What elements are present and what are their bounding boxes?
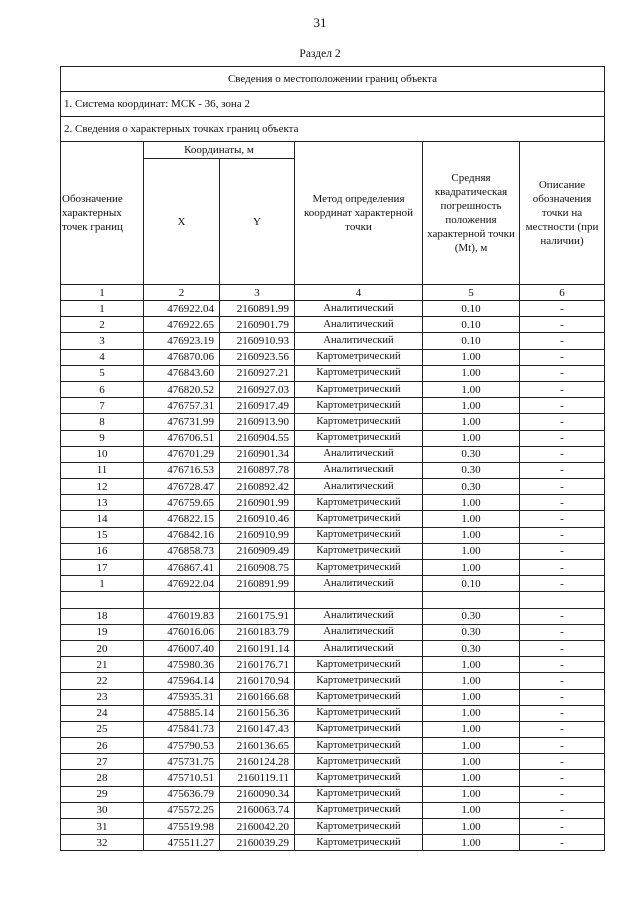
cell-error: 1.00 [423,430,520,446]
table-body [61,301,605,851]
cell-x: 476757.31 [144,398,220,414]
cell-point: 22 [61,673,144,689]
cell-error: 1.00 [423,349,520,365]
cell-y: 2160176.71 [220,657,295,673]
cell-method: Картометрический [295,754,423,770]
cell-description: - [520,381,605,397]
cell-method: Картометрический [295,349,423,365]
cell-method: Аналитический [295,462,423,478]
cell-method: Картометрический [295,689,423,705]
cell-x: 476822.15 [144,511,220,527]
cell-y: 2160913.90 [220,414,295,430]
cell-point: 3 [61,333,144,349]
cell-y: 2160042.20 [220,819,295,835]
cell-x: 476820.52 [144,381,220,397]
table-row [61,640,605,656]
table-row [61,721,605,737]
table-row [61,786,605,802]
cell-description: - [520,349,605,365]
cell-x: 476842.16 [144,527,220,543]
cell-x: 475964.14 [144,673,220,689]
cell-point: 28 [61,770,144,786]
cell-x: 476870.06 [144,349,220,365]
cell-description: - [520,414,605,430]
cell-point: 20 [61,640,144,656]
table-row [61,381,605,397]
cell-method: Картометрический [295,786,423,802]
cell-description: - [520,527,605,543]
column-numbers-row [61,285,605,301]
cell-error: 0.30 [423,446,520,462]
cell-point: 7 [61,398,144,414]
cell-method: Картометрический [295,543,423,559]
header-method: Метод определения координат характерной точки [295,142,423,285]
cell-method [295,592,423,608]
cell-point [61,592,144,608]
cell-point: 29 [61,786,144,802]
cell-error: 0.30 [423,640,520,656]
table-row [61,673,605,689]
cell-error: 1.00 [423,802,520,818]
cell-y: 2160910.46 [220,511,295,527]
cell-error: 0.10 [423,576,520,592]
cell-y: 2160910.99 [220,527,295,543]
cell-x: 475519.98 [144,819,220,835]
cell-description: - [520,640,605,656]
cell-description: - [520,317,605,333]
cell-error: 1.00 [423,414,520,430]
cell-x: 476922.65 [144,317,220,333]
column-number: 6 [520,285,605,301]
table-row [61,317,605,333]
cell-x: 476843.60 [144,365,220,381]
cell-description [520,592,605,608]
cell-method: Картометрический [295,657,423,673]
cell-x: 475935.31 [144,689,220,705]
cell-x: 476923.19 [144,333,220,349]
cell-y: 2160901.79 [220,317,295,333]
cell-method: Картометрический [295,495,423,511]
cell-y: 2160147.43 [220,721,295,737]
cell-point: 32 [61,835,144,851]
cell-y: 2160901.99 [220,495,295,511]
cell-description: - [520,657,605,673]
cell-point: 5 [61,365,144,381]
table-row [61,770,605,786]
cell-error: 1.00 [423,495,520,511]
cell-method: Картометрический [295,365,423,381]
cell-point: 1 [61,576,144,592]
cell-point: 13 [61,495,144,511]
cell-x: 475885.14 [144,705,220,721]
cell-method: Аналитический [295,446,423,462]
cell-x: 476867.41 [144,560,220,576]
cell-x: 475731.75 [144,754,220,770]
table-row [61,543,605,559]
cell-error: 1.00 [423,689,520,705]
table-row [61,446,605,462]
cell-error: 1.00 [423,721,520,737]
cell-description: - [520,301,605,317]
table-row [61,657,605,673]
table-row [61,705,605,721]
table-row [61,365,605,381]
header-description: Описание обозначения точки на местности (при наличии) [520,142,605,285]
cell-y: 2160909.49 [220,543,295,559]
cell-point: 4 [61,349,144,365]
table-row [61,608,605,624]
cell-x: 476701.29 [144,446,220,462]
cell-method: Картометрический [295,560,423,576]
cell-error: 1.00 [423,786,520,802]
cell-description: - [520,673,605,689]
cell-point: 24 [61,705,144,721]
cell-method: Картометрический [295,770,423,786]
cell-method: Картометрический [295,414,423,430]
header-x: X [144,159,220,285]
column-number: 5 [423,285,520,301]
cell-error: 0.30 [423,462,520,478]
table-row [61,738,605,754]
cell-description: - [520,398,605,414]
cell-method: Аналитический [295,640,423,656]
boundary-points-table [60,66,605,851]
cell-y: 2160175.91 [220,608,295,624]
cell-description: - [520,446,605,462]
header-y: Y [220,159,295,285]
cell-description: - [520,576,605,592]
cell-x: 475980.36 [144,657,220,673]
cell-y: 2160901.34 [220,446,295,462]
cell-y: 2160891.99 [220,301,295,317]
cell-method: Аналитический [295,333,423,349]
cell-description: - [520,543,605,559]
cell-x: 476731.99 [144,414,220,430]
cell-error: 1.00 [423,527,520,543]
cell-method: Аналитический [295,301,423,317]
column-number: 4 [295,285,423,301]
cell-error: 0.10 [423,301,520,317]
cell-x: 476922.04 [144,576,220,592]
cell-y: 2160904.55 [220,430,295,446]
cell-point: 6 [61,381,144,397]
cell-error: 0.10 [423,317,520,333]
table-row [61,527,605,543]
cell-y: 2160897.78 [220,462,295,478]
cell-x: 476016.06 [144,624,220,640]
column-number: 2 [144,285,220,301]
cell-error: 1.00 [423,365,520,381]
cell-x: 476759.65 [144,495,220,511]
cell-y: 2160191.14 [220,640,295,656]
cell-description: - [520,365,605,381]
cell-y: 2160090.34 [220,786,295,802]
cell-method: Аналитический [295,576,423,592]
cell-x: 476858.73 [144,543,220,559]
table-row [61,560,605,576]
cell-error: 1.00 [423,398,520,414]
cell-x: 476019.83 [144,608,220,624]
cell-description: - [520,689,605,705]
table-row [61,495,605,511]
cell-description: - [520,802,605,818]
cell-x: 475841.73 [144,721,220,737]
page-number: 31 [313,15,327,30]
cell-y: 2160124.28 [220,754,295,770]
table-row [61,349,605,365]
cell-y: 2160891.99 [220,576,295,592]
cell-method: Картометрический [295,430,423,446]
points-caption: 2. Сведения о характерных точках границ объекта [61,117,605,142]
cell-x: 476728.47 [144,479,220,495]
cell-method: Картометрический [295,673,423,689]
coordinate-system: 1. Система координат: МСК - 36, зона 2 [61,92,605,117]
cell-method: Картометрический [295,721,423,737]
cell-description: - [520,511,605,527]
cell-x: 475636.79 [144,786,220,802]
cell-description: - [520,462,605,478]
header-coords: Координаты, м [144,142,295,159]
header-error: Средняя квадратическая погрешность положения характерной точки (Mt), м [423,142,520,285]
cell-description: - [520,608,605,624]
cell-point: 1 [61,301,144,317]
table-row [61,754,605,770]
cell-point: 11 [61,462,144,478]
cell-point: 12 [61,479,144,495]
cell-error: 1.00 [423,560,520,576]
table-row [61,398,605,414]
cell-method: Картометрический [295,802,423,818]
cell-error: 1.00 [423,381,520,397]
cell-error: 0.30 [423,608,520,624]
cell-point: 27 [61,754,144,770]
cell-point: 8 [61,414,144,430]
cell-y: 2160063.74 [220,802,295,818]
cell-error: 0.30 [423,624,520,640]
cell-y: 2160183.79 [220,624,295,640]
cell-description: - [520,786,605,802]
cell-method: Аналитический [295,317,423,333]
cell-point: 9 [61,430,144,446]
cell-x: 475790.53 [144,738,220,754]
cell-x: 476007.40 [144,640,220,656]
cell-x: 475710.51 [144,770,220,786]
cell-error: 1.00 [423,738,520,754]
cell-description: - [520,495,605,511]
cell-description: - [520,479,605,495]
table-row [61,835,605,851]
table-row [61,802,605,818]
cell-x: 476922.04 [144,301,220,317]
cell-point: 19 [61,624,144,640]
header-point: Обозначение характерных точек границ [61,142,144,285]
cell-method: Аналитический [295,624,423,640]
cell-method: Картометрический [295,835,423,851]
cell-method: Картометрический [295,511,423,527]
table-row [61,511,605,527]
cell-y: 2160923.56 [220,349,295,365]
cell-point: 18 [61,608,144,624]
cell-point: 23 [61,689,144,705]
cell-point: 14 [61,511,144,527]
cell-description: - [520,333,605,349]
cell-method: Картометрический [295,381,423,397]
cell-description: - [520,560,605,576]
cell-point: 16 [61,543,144,559]
cell-error [423,592,520,608]
cell-x: 476716.53 [144,462,220,478]
table-row [61,430,605,446]
cell-description: - [520,624,605,640]
cell-x: 476706.51 [144,430,220,446]
cell-error: 1.00 [423,543,520,559]
cell-description: - [520,705,605,721]
cell-description: - [520,835,605,851]
table-row [61,819,605,835]
section-label: Раздел 2 [299,48,341,60]
cell-point: 15 [61,527,144,543]
cell-description: - [520,819,605,835]
cell-error: 1.00 [423,673,520,689]
cell-error: 0.10 [423,333,520,349]
cell-error: 1.00 [423,657,520,673]
cell-method: Картометрический [295,738,423,754]
cell-description: - [520,770,605,786]
cell-point: 26 [61,738,144,754]
cell-x: 475572.25 [144,802,220,818]
cell-description: - [520,430,605,446]
cell-y: 2160136.65 [220,738,295,754]
cell-error: 1.00 [423,705,520,721]
cell-method: Картометрический [295,819,423,835]
cell-method: Картометрический [295,398,423,414]
table-title: Сведения о местоположении границ объекта [61,67,605,92]
cell-point: 30 [61,802,144,818]
table-row [61,689,605,705]
cell-description: - [520,738,605,754]
cell-y [220,592,295,608]
cell-y: 2160170.94 [220,673,295,689]
cell-y: 2160119.11 [220,770,295,786]
cell-x [144,592,220,608]
cell-point: 21 [61,657,144,673]
cell-point: 31 [61,819,144,835]
cell-y: 2160927.03 [220,381,295,397]
cell-error: 1.00 [423,835,520,851]
column-number: 1 [61,285,144,301]
cell-method: Аналитический [295,608,423,624]
table-row [61,462,605,478]
cell-y: 2160892.42 [220,479,295,495]
cell-point: 25 [61,721,144,737]
cell-error: 1.00 [423,754,520,770]
table-row [61,624,605,640]
table-row [61,576,605,592]
table-row [61,414,605,430]
cell-y: 2160039.29 [220,835,295,851]
cell-method: Аналитический [295,479,423,495]
cell-error: 1.00 [423,819,520,835]
cell-x: 475511.27 [144,835,220,851]
table-row [61,333,605,349]
cell-error: 1.00 [423,770,520,786]
table-row [61,479,605,495]
cell-point: 17 [61,560,144,576]
cell-description: - [520,754,605,770]
column-number: 3 [220,285,295,301]
cell-error: 1.00 [423,511,520,527]
cell-method: Картометрический [295,705,423,721]
cell-y: 2160156.36 [220,705,295,721]
cell-error: 0.30 [423,479,520,495]
table-row [61,592,605,608]
cell-method: Картометрический [295,527,423,543]
cell-y: 2160917.49 [220,398,295,414]
cell-point: 2 [61,317,144,333]
cell-description: - [520,721,605,737]
cell-y: 2160910.93 [220,333,295,349]
cell-y: 2160166.68 [220,689,295,705]
cell-y: 2160908.75 [220,560,295,576]
table-row [61,301,605,317]
cell-point: 10 [61,446,144,462]
cell-y: 2160927.21 [220,365,295,381]
